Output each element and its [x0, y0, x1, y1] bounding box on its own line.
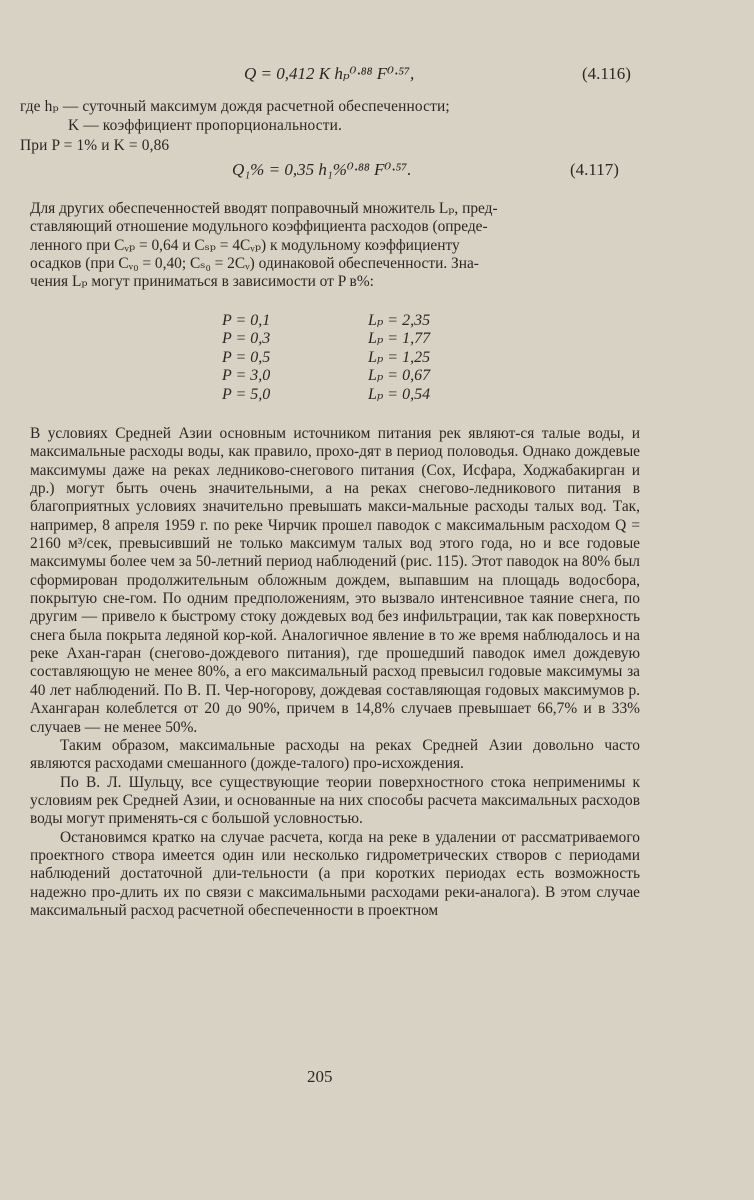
table-cell-p: P = 5,0 — [222, 385, 271, 403]
table-cell-lp: Lₚ = 2,35 — [368, 312, 431, 329]
equation-number-4-116: (4.116) — [582, 64, 631, 83]
definition-k: K — коэффициент пропорциональности. — [68, 117, 343, 134]
intro-paragraph — [30, 200, 640, 292]
definition-hp: где hₚ — суточный максимум дождя расчетной обеспеченности; — [20, 98, 450, 115]
table-cell-p: P = 0,3 — [222, 330, 271, 348]
table-cell-lp: Lₚ = 0,54 — [368, 385, 431, 403]
table-cell-p: P = 3,0 — [222, 367, 271, 385]
page-number: 205 — [307, 1067, 333, 1086]
paragraph-calculation-case: Остановимся кратко на случае расчета, когда на реке в удалении от рассматриваемого проектного створа имеется один или несколько гидрометрических створов с периодами наблюдений достаточной дли-тельности (а при коротких периодах есть возможность надежно про-длить их по связи с максимальными расходами реки-аналога). В этом случае максимальный расход расчетной обеспеченности в проектном — [30, 828, 640, 919]
table-cell-p: P = 0,5 — [222, 348, 271, 366]
intro-line: Для других обеспеченностей вводят поправочный множитель Lₚ, пред- — [30, 200, 498, 217]
table-cell-p: P = 0,1 — [222, 312, 271, 329]
paragraph-central-asia: В условиях Средней Азии основным источником питания рек являют-ся талые воды, и максимальные расходы воды, как правило, прохо-дят в период половодья. Однако дождевые максимумы даже на реках ледниково-снегового питания (Сох, Исфара, Ходжабакирган и др.) могут быть очень значительными, а на реках снегово-ледникового питания в благоприятных условиях значительно превышать макси-мальные расходы талых вод. Так, например, 8 апреля 1959 г. по реке Чирчик прошел паводок с максимальным расходом Q = 2160 м³/сек, превысивший не только максимум талых вод этого года, но и все годовые максимумы более чем за 50-летний период наблюдений (рис. 115). Этот паводок на 80% был сформирован продолжительным обложным дождем, выпавшим на площадь водосбора, покрытую сне-гом. По одним предположениям, это вызвало интенсивное таяние снега, по другим — привело к быстрому стоку дождевых вод без инфильтрации, так как поверхность снега была покрыта ледяной кор-кой. Аналогичное явление в то же время наблюдалось и на реке Ахан-гаран (снегово-дождевого питания), где прошедший паводок имел дождевую составляющую не менее 80%, а его максимальный расход превысил годовые максимумы за 40 лет наблюдений. По В. П. Чер-ногорову, дождевая составляющая годовых максимумов р. Ахангаран колеблется от 20 до 90%, причем в 14,8% случаев превышает 66,7% и в 33% случаев — не менее 50%. — [30, 425, 640, 736]
table-p-column — [222, 312, 270, 404]
intro-line: ставляющий отношение модульного коэффициента расходов (опреде- — [30, 218, 488, 236]
body-text — [30, 425, 640, 920]
paragraph-mixed-origin: Таким образом, максимальные расходы на реках Средней Азии довольно часто являются расходами смешанного (дожде-талого) про-исхождения. — [30, 736, 640, 773]
table-cell-lp: Lₚ = 0,67 — [368, 367, 431, 385]
condition-p-k: При P = 1% и K = 0,86 — [20, 137, 170, 154]
table-cell-lp: Lₚ = 1,77 — [368, 330, 431, 348]
table-cell-lp: Lₚ = 1,25 — [368, 348, 431, 366]
table-lp-column — [368, 312, 430, 404]
equation-number-4-117: (4.117) — [570, 160, 619, 179]
formula-4-117: Q₁% = 0,35 h₁%⁰·⁸⁸ F⁰·⁵⁷. — [232, 160, 412, 179]
intro-line: осадков (при Cᵥ₀ = 0,40; Cₛ₀ = 2Cᵥ) одинаковой обеспеченности. Зна- — [30, 255, 479, 273]
paragraph-shults: По В. Л. Шульцу, все существующие теории поверхностного стока неприменимы к условиям рек Средней Азии, и основанные на них способы расчета максимальных расходов воды могут применять-ся с большой условностью. — [30, 773, 640, 828]
intro-line: ленного при Cᵥₚ = 0,64 и Cₛₚ = 4Cᵥₚ) к модульному коэффициенту — [30, 236, 460, 254]
intro-line: чения Lₚ могут приниматься в зависимости от P в%: — [30, 273, 374, 291]
formula-4-116: Q = 0,412 K hₚ⁰·⁸⁸ F⁰·⁵⁷, — [244, 64, 415, 83]
